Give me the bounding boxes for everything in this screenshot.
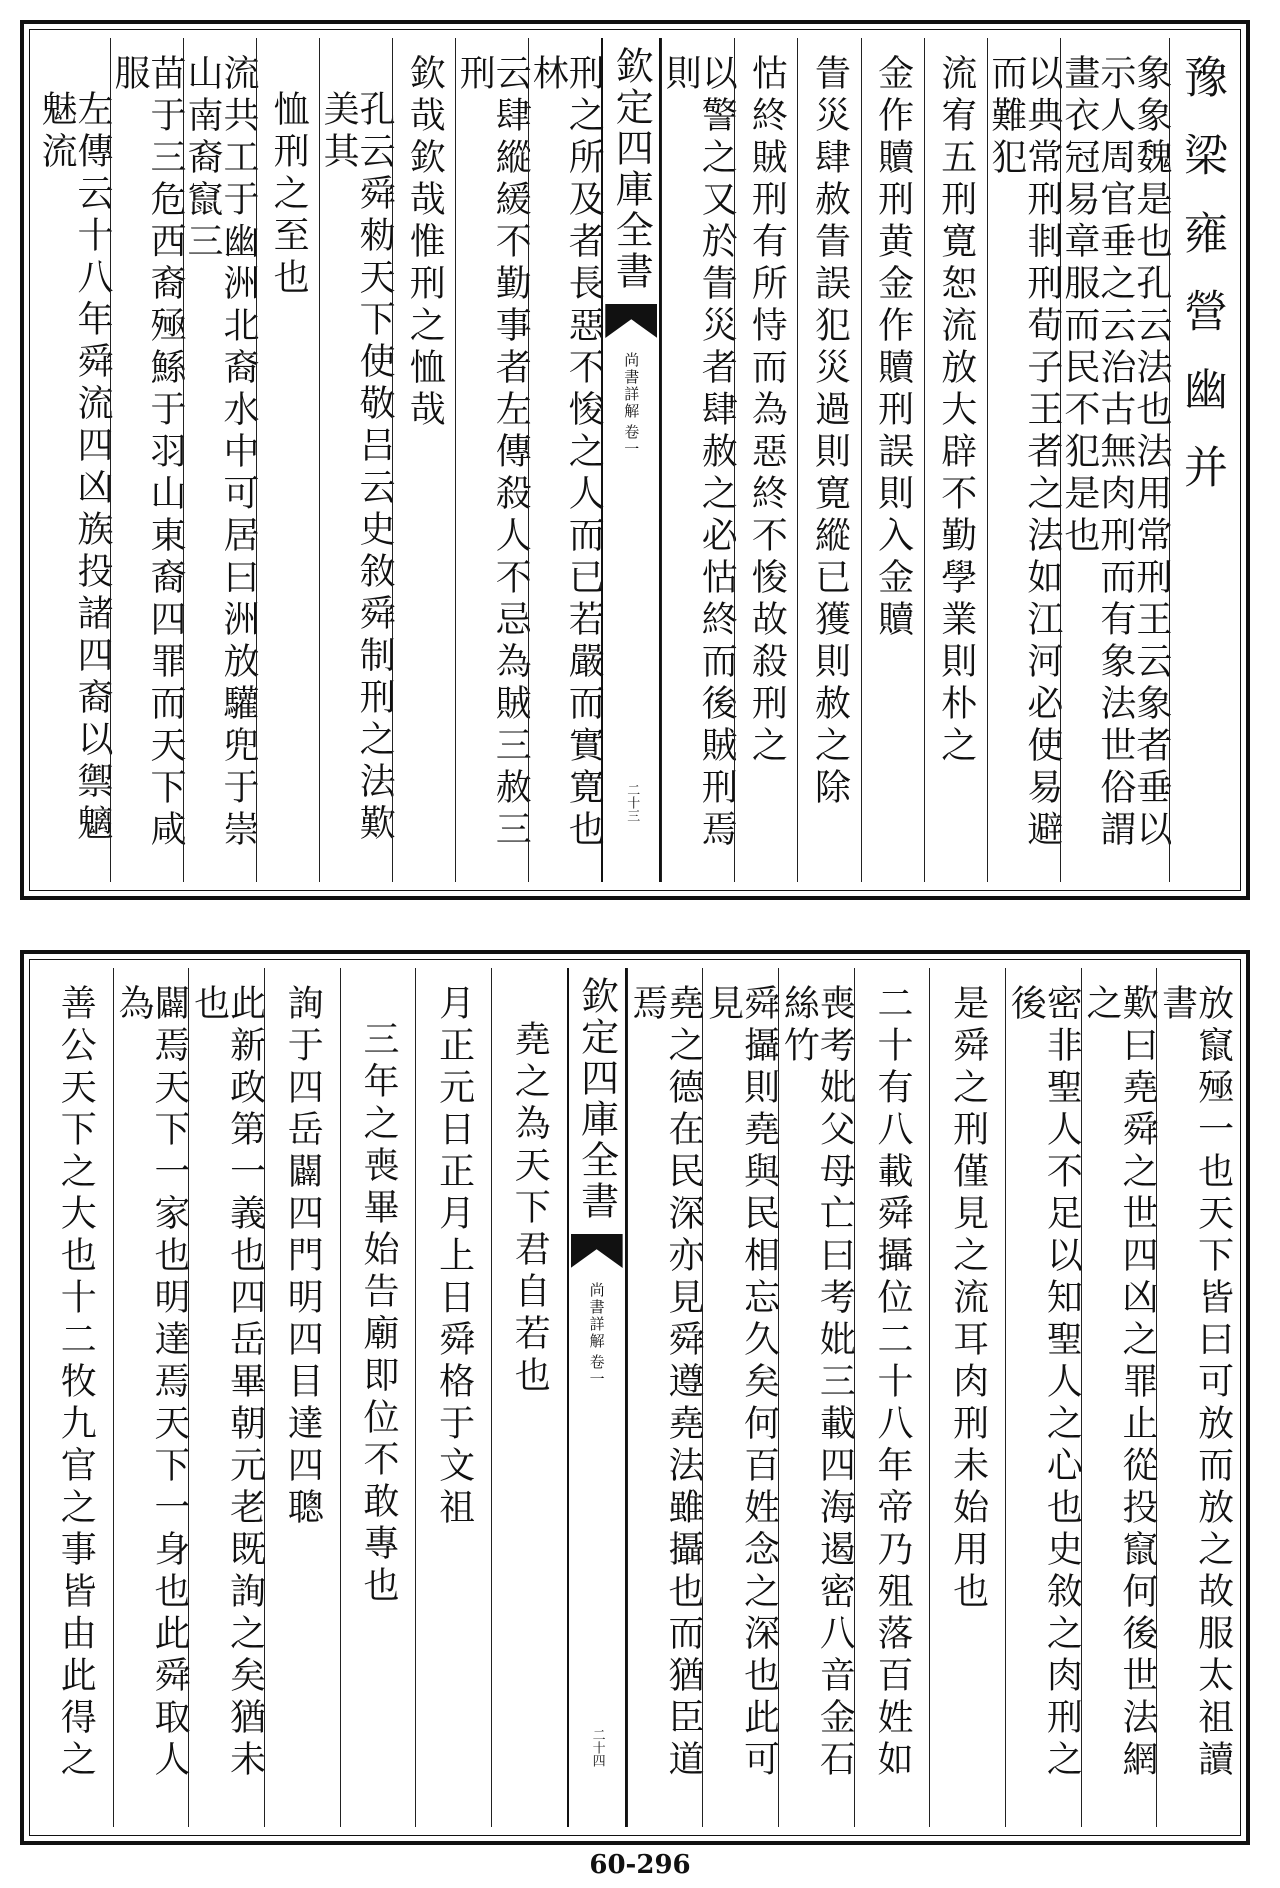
- text-column: 云肆縱緩不勤事者左傳殺人不忌為賊三赦三刑: [455, 38, 528, 882]
- text-column: 密非聖人不足以知聖人之心也史敘之肉刑之後: [1005, 968, 1081, 1827]
- text-column: 流宥五刑寛恕流放大辟不勤學業則朴之: [924, 38, 987, 882]
- text-column: 豫梁雍營幽并: [1169, 38, 1232, 882]
- text-column: 孔云舜勑天下使敬吕云史敘舜制刑之法歎美其: [319, 38, 392, 882]
- bottom-page-columns: [38, 968, 1232, 1827]
- text-column: 恤刑之至也: [256, 38, 319, 882]
- text-column: 堯之德在民深亦見舜遵堯法雖攝也而猶臣道焉: [627, 968, 703, 1827]
- volume-label: 卷一: [587, 1354, 606, 1388]
- text-column: 月正元日正月上日舜格于文祖: [415, 968, 491, 1827]
- text-column: 舜攝則堯與民相忘久矣何百姓念之深也此可見: [702, 968, 778, 1827]
- text-column: 歎曰堯舜之世四凶之罪止從投竄何後世法網之: [1081, 968, 1157, 1827]
- text-column: 三年之喪畢始告廟即位不敢專也: [340, 968, 416, 1827]
- text-column: 堯之為天下君自若也: [491, 968, 567, 1827]
- bottom-page: [20, 950, 1250, 1845]
- text-column: 善公天下之大也十二牧九官之事皆由此得之: [55, 984, 97, 1782]
- banner-subtitle: [588, 1282, 606, 1388]
- page-number: 二十四: [589, 1728, 605, 1767]
- text-column: 闢焉天下一家也明達焉天下一身也此舜取人為: [113, 968, 189, 1827]
- book-title: 尚書詳解: [587, 1282, 606, 1350]
- banner-title: 欽定四庫全書: [574, 976, 619, 1222]
- text-column: 詢于四岳闢四門明四目達四聰: [264, 968, 340, 1827]
- top-page: [20, 20, 1250, 900]
- fishtail-mark-icon: [605, 304, 657, 338]
- text-column: 怙終賊刑有所恃而為惡終不悛故殺刑之: [734, 38, 797, 882]
- top-page-columns: [38, 38, 1232, 882]
- text-column: 象象魏是也孔云法也法用常刑王云象者垂以示人周官垂之云治古無肉刑而有象法世俗謂畫衣冠易章服而民不犯是也: [1060, 38, 1169, 882]
- text-column: 是舜之刑僅見之流耳肉刑未始用也: [929, 968, 1005, 1827]
- center-banner: [601, 38, 661, 882]
- text-column: 喪考妣父母亡曰考妣三載四海遏密八音金石絲竹: [778, 968, 854, 1827]
- page-code: 60-296: [589, 1850, 691, 1880]
- text-column: 金作贖刑黄金作贖刑誤則入金贖: [861, 38, 924, 882]
- book-title: 尚書詳解: [622, 352, 641, 420]
- text-column: 放竄殛一也天下皆曰可放而放之故服太祖讀書: [1156, 968, 1232, 1827]
- fishtail-mark-icon: [571, 1234, 623, 1268]
- volume-label: 卷一: [622, 424, 641, 458]
- banner-subtitle: [622, 352, 640, 458]
- text-column: 流共工于幽洲北裔水中可居曰洲放驩兜于崇山南裔竄三: [183, 38, 256, 882]
- text-column: 眚災肆赦眚誤犯災過則寛縱已獲則赦之除: [797, 38, 860, 882]
- text-column: 以警之又於眚災者肆赦之必怙終而後賊刑焉則: [661, 38, 734, 882]
- text-column: 以典常刑剕刑荀子王者之法如江河必使易避而難犯: [987, 38, 1060, 882]
- text-column: 此新政第一義也四岳畢朝元老既詢之矣猶未也: [188, 968, 264, 1827]
- text-column: 苗于三危西裔殛鯀于羽山東裔四罪而天下咸服: [110, 38, 183, 882]
- center-banner: [567, 968, 627, 1827]
- text-column: 欽哉欽哉惟刑之恤哉: [392, 38, 455, 882]
- text-column: 左傳云十八年舜流四凶族投諸四裔以禦魑魅流: [36, 90, 114, 846]
- text-column: 刑之所及者長惡不悛之人而已若嚴而實寛也林: [528, 38, 601, 882]
- text-column: 二十有八載舜攝位二十八年帝乃殂落百姓如: [854, 968, 930, 1827]
- page-number: 二十三: [624, 783, 640, 822]
- banner-title: 欽定四庫全書: [609, 46, 654, 292]
